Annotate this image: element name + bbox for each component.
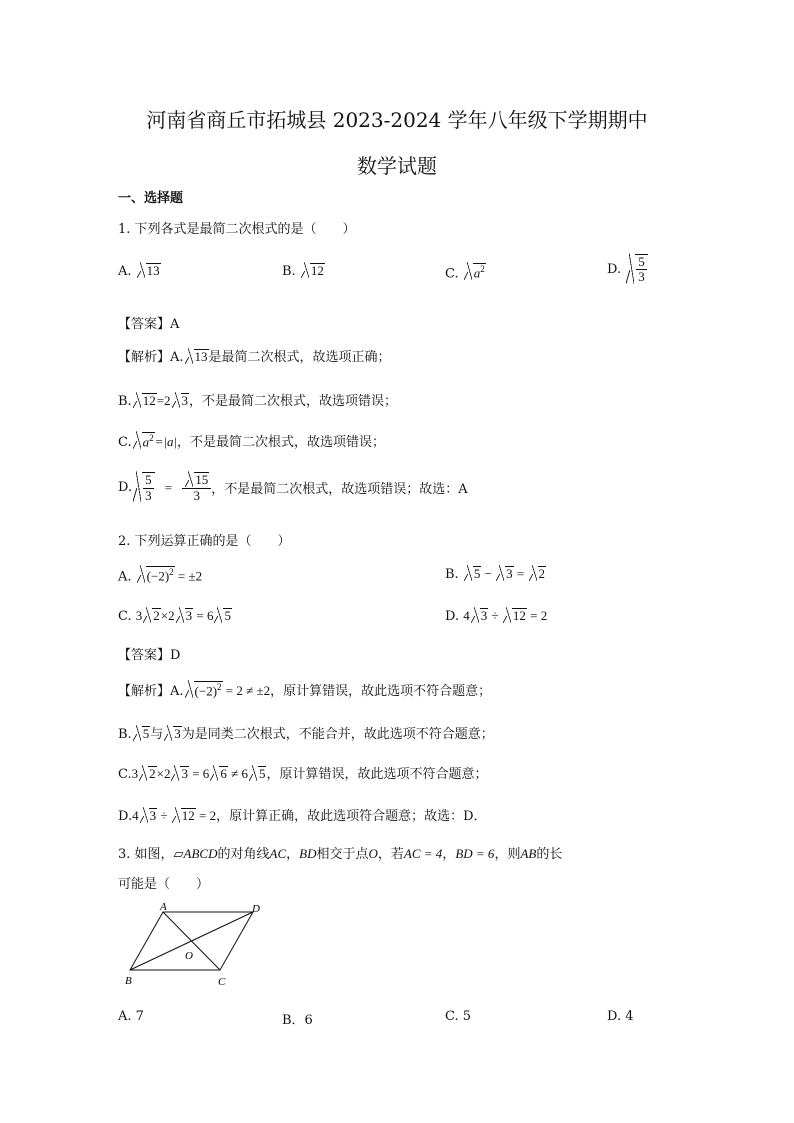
q1-option-a: A. 13 <box>118 263 160 279</box>
q2-stem: 2. 下列运算正确的是（ ） <box>118 534 291 549</box>
q1-option-d: D. $\frac{5}{3}$ <box>607 254 648 285</box>
center-label-o: O <box>185 950 193 962</box>
vertex-label-b: B <box>125 975 132 987</box>
q2-explanation-a: 【解析】A. $(-2)^2 = 2 \ne \pm 2$，原计算错误，故此选项不符合题意； <box>118 681 492 699</box>
q2-option-b: B. 5 − 3 = 2 <box>445 566 546 582</box>
vertex-label-d: D <box>252 903 260 915</box>
q1-explanation-a: 【解析】A. 13是最简二次根式，故选项正确； <box>118 349 391 365</box>
vertex-label-a: A <box>160 901 167 913</box>
q1-answer: 【答案】A <box>118 317 180 332</box>
q3-stem-line2: 可能是（ ） <box>118 877 210 892</box>
q1-explanation-c: C. $a^2=|a|$，不是最简二次根式，故选项错误； <box>118 432 386 450</box>
q3-parallelogram-figure <box>118 900 278 994</box>
q2-explanation-c: C.3 2×2 3 = 6 6 ≠ 6 5，原计算错误，故此选项不符合题意； <box>118 766 488 782</box>
q1-stem: 1. 下列各式是最简二次根式的是（ ） <box>118 222 356 237</box>
vertex-label-c: C <box>218 976 226 988</box>
page-title: 河南省商丘市拓城县 2023-2024 学年八年级下学期期中 <box>146 108 648 132</box>
q2-explanation-b: B. 5与 3为是同类二次根式，不能合并，故此选项不符合题意； <box>118 726 494 742</box>
q2-answer: 【答案】D <box>118 648 181 663</box>
q3-option-a: A. 7 <box>118 1009 144 1024</box>
parallelogram-icon: ▱ <box>173 847 184 862</box>
q1-option-c: C. $a^2$ <box>445 264 485 282</box>
q2-explanation-d: D.4 3 ÷ 12 = 2，原计算正确，故此选项符合题意；故选：D． <box>118 808 487 824</box>
q2-option-a: A. $(-2)^2 = \pm 2$ <box>118 567 203 585</box>
section-heading: 一、选择题 <box>118 191 184 206</box>
q3-option-c: C. 5 <box>445 1009 472 1024</box>
q2-option-c: C. 3 2×2 3 = 6 5 <box>118 608 231 624</box>
q1-option-b: B. 12 <box>282 263 324 279</box>
page-subtitle: 数学试题 <box>357 154 437 178</box>
q3-option-d: D. 4 <box>607 1009 634 1024</box>
q3-stem: 3. 如图，▱ABCD的对角线AC，BD相交于点O，若AC = 4，BD = 6，则AB的长 <box>118 846 563 862</box>
q1-explanation-d: D. $\frac{5}{3}$ = $\frac{15}{3}$ ，不是最简二次根式，故选项错误；故选：A <box>118 472 468 503</box>
q2-option-d: D. 4 3 ÷ 12 = 2 <box>445 608 548 624</box>
q1-explanation-b: B. 12=2 3，不是最简二次根式，故选项错误； <box>118 393 398 409</box>
q3-option-b: B．6 <box>282 1013 313 1028</box>
